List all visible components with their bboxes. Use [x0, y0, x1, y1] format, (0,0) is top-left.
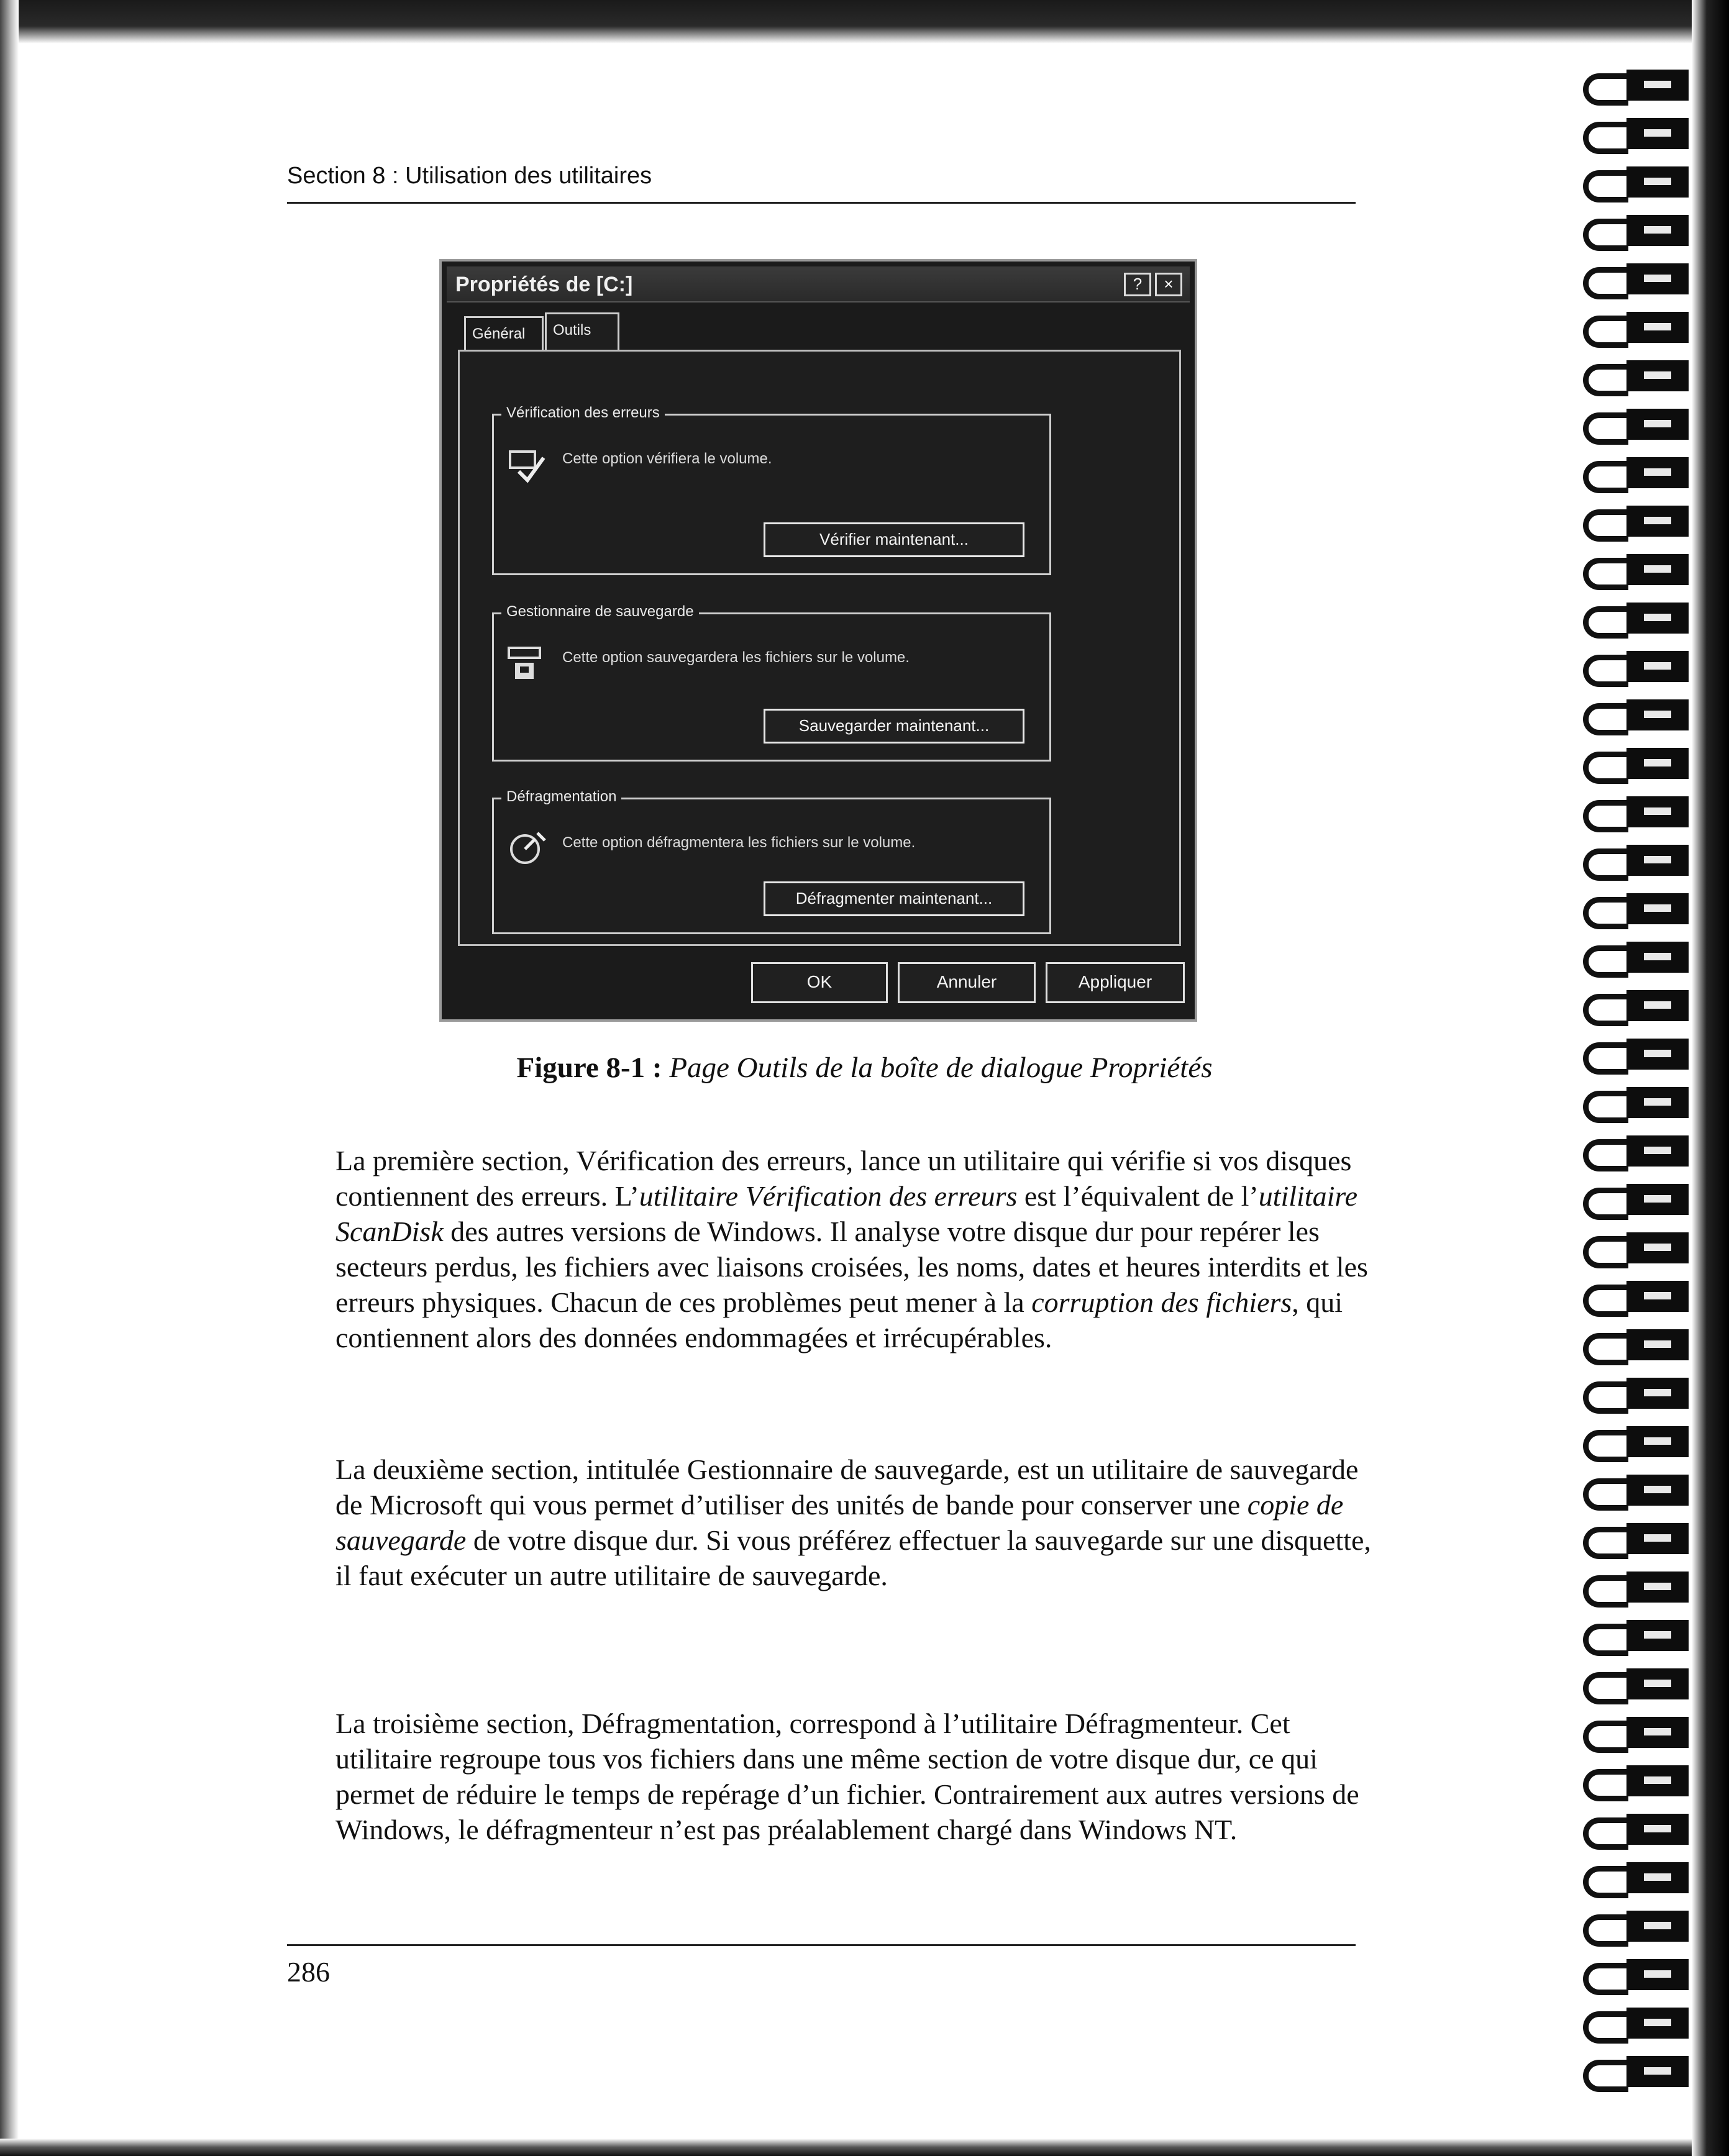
backup-now-button[interactable]: Sauvegarder maintenant...: [764, 709, 1024, 744]
p2-text-c: de votre disque dur. Si vous préférez effectuer la sauvegarde sur une disquette, il faut exécuter un autre utilitaire de sauvegarde.: [335, 1524, 1371, 1591]
scan-bottom-edge: [0, 2139, 1729, 2156]
binding-coil: [1583, 601, 1695, 634]
dialog-titlebar: [447, 266, 1190, 302]
ok-button[interactable]: OK: [751, 962, 888, 1003]
binding-coil: [1583, 892, 1695, 924]
close-button[interactable]: ×: [1155, 273, 1182, 296]
binding-coil: [1583, 117, 1695, 149]
scan-top-edge: [0, 0, 1729, 43]
binding-coil: [1583, 214, 1695, 246]
group-label-error-check: Vérification des erreurs: [501, 404, 665, 422]
binding-coil: [1583, 698, 1695, 730]
binding-coil: [1583, 989, 1695, 1021]
p1-text-a: La première section, Vérification des erreurs, lance un utilitaire qui vérifie si vos disques contiennent des erreurs. L’: [335, 1145, 1352, 1212]
group-backup: [492, 603, 1051, 762]
binding-coil: [1583, 1909, 1695, 1942]
binding-coil: [1583, 1813, 1695, 1845]
binding-coil: [1583, 1861, 1695, 1893]
binding-coil: [1583, 1425, 1695, 1457]
p1-term-scandisk: utilitaire ScanDisk: [335, 1180, 1357, 1247]
p2-text-a: La deuxième section, intitulée Gestionnaire de sauvegarde, est un utilitaire de sauvegarde de Microsoft qui vous permet d’utiliser des unités de bande pour conserver une: [335, 1453, 1359, 1521]
cancel-button[interactable]: Annuler: [898, 962, 1036, 1003]
binding-coil: [1583, 165, 1695, 198]
binding-coil: [1583, 940, 1695, 973]
binding-coil: [1583, 1958, 1695, 1990]
tab-panel-outils: [458, 350, 1181, 946]
binding-coil: [1583, 2055, 1695, 2087]
group-error-check: [492, 404, 1051, 575]
disk-check-icon: [506, 443, 550, 486]
p2-term-backup-copy: copie de sauvegarde: [335, 1489, 1344, 1556]
binding-coil: [1583, 1183, 1695, 1215]
binding-coil: [1583, 407, 1695, 440]
binding-coil: [1583, 456, 1695, 488]
footer-rule: [287, 1944, 1356, 1946]
section-header: Section 8 : Utilisation des utilitaires: [287, 163, 652, 189]
p1-text-g: , qui contiennent alors des données endommagées et irrécupérables.: [335, 1286, 1343, 1353]
binding-coil: [1583, 504, 1695, 537]
check-now-button[interactable]: Vérifier maintenant...: [764, 522, 1024, 557]
binding-coil: [1583, 1764, 1695, 1796]
binding-coil: [1583, 553, 1695, 585]
figure-caption-text: Page Outils de la boîte de dialogue Propriétés: [669, 1052, 1213, 1084]
help-button[interactable]: ?: [1124, 273, 1151, 296]
binding-coil: [1583, 1619, 1695, 1651]
binding-coil: [1583, 311, 1695, 343]
defrag-icon: [506, 827, 550, 870]
p1-text-e: des autres versions de Windows. Il analyse votre disque dur pour repérer les secteurs perdus, les fichiers avec liaisons croisées, les noms, dates et heures interdits et les erreurs physiques. Chacun de ces problèmes peut mener à la: [335, 1216, 1368, 1318]
binding-coil: [1583, 1328, 1695, 1360]
p3-text: La troisième section, Défragmentation, correspond à l’utilitaire Défragmenteur. Cet utilitaire regroupe tous vos fichiers dans une même section de votre disque dur, ce qui permet de réduire le temps de repérage d’un fichier. Contrairement aux autres versions de Windows, le défragmenteur n’est pas préalablement chargé dans Windows NT.: [335, 1708, 1359, 1845]
page-number: 286: [287, 1956, 330, 1988]
group-defrag: [492, 788, 1051, 934]
paragraph-error-check: [335, 1143, 1379, 1355]
binding-coil: [1583, 1570, 1695, 1603]
tab-general[interactable]: Général: [464, 316, 544, 350]
binding-coil: [1583, 262, 1695, 294]
header-rule: [287, 202, 1356, 204]
figure-caption: [0, 1051, 1729, 1085]
properties-dialog-screenshot: [439, 259, 1197, 1022]
paragraph-defrag: [335, 1706, 1379, 1847]
binding-coil: [1583, 1716, 1695, 1748]
binding-coil: [1583, 1280, 1695, 1312]
spiral-binding: [1583, 68, 1695, 2131]
p1-text-c: est l’équivalent de l’: [1017, 1180, 1259, 1212]
group-label-defrag: Défragmentation: [501, 788, 621, 806]
group-desc-defrag: Cette option défragmentera les fichiers sur le volume.: [562, 834, 916, 851]
binding-coil: [1583, 1522, 1695, 1554]
binding-coil: [1583, 1667, 1695, 1699]
p1-term-corruption: corruption des fichiers: [1031, 1286, 1292, 1318]
binding-coil: [1583, 1473, 1695, 1506]
binding-coil: [1583, 68, 1695, 101]
binding-coil: [1583, 844, 1695, 876]
binding-coil: [1583, 650, 1695, 682]
binding-coil: [1583, 1376, 1695, 1409]
binding-coil: [1583, 1134, 1695, 1167]
defrag-now-button[interactable]: Défragmenter maintenant...: [764, 881, 1024, 916]
paragraph-backup: [335, 1452, 1379, 1593]
binding-coil: [1583, 359, 1695, 391]
binding-coil: [1583, 1086, 1695, 1118]
binding-coil: [1583, 795, 1695, 827]
group-label-backup: Gestionnaire de sauvegarde: [501, 603, 699, 621]
p1-term-error-check: utilitaire Vérification des erreurs: [639, 1180, 1018, 1212]
dialog-title: Propriétés de [C:]: [455, 273, 633, 296]
group-desc-error-check: Cette option vérifiera le volume.: [562, 450, 772, 467]
figure-caption-label: Figure 8-1 :: [516, 1052, 662, 1084]
apply-button[interactable]: Appliquer: [1046, 962, 1185, 1003]
binding-coil: [1583, 1231, 1695, 1263]
binding-coil: [1583, 2006, 1695, 2039]
tab-outils[interactable]: Outils: [545, 312, 619, 350]
binding-coil: [1583, 747, 1695, 779]
group-desc-backup: Cette option sauvegardera les fichiers sur le volume.: [562, 649, 910, 666]
backup-drive-icon: [506, 642, 550, 685]
